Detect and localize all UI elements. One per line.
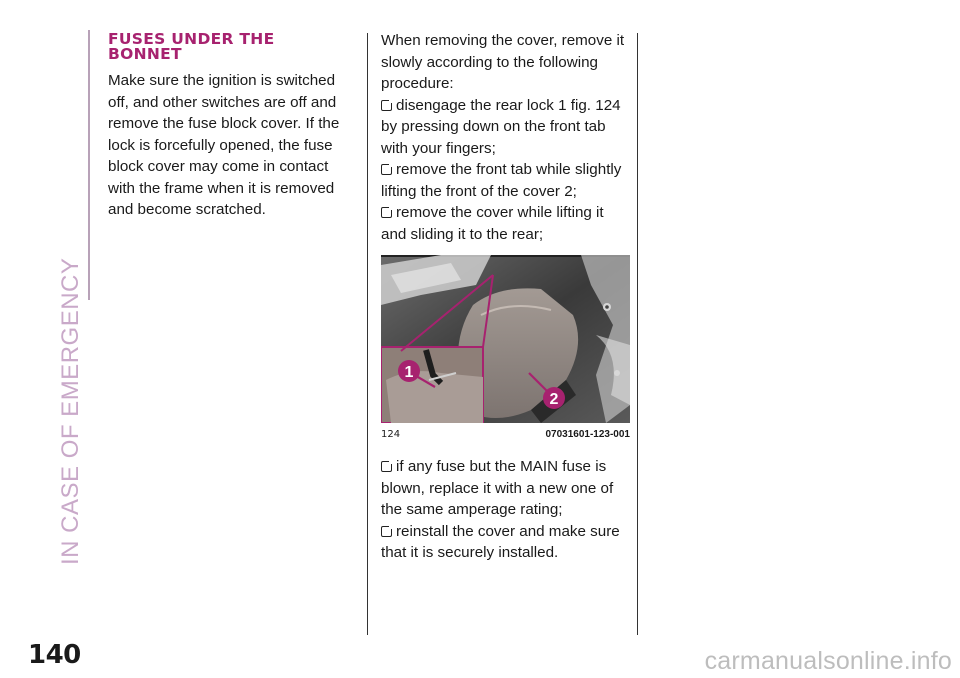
callout-1-label: 1 <box>404 364 414 381</box>
figure-fuse-box-photo <box>381 255 630 423</box>
page-number: 140 <box>28 640 81 670</box>
side-rule <box>88 30 90 300</box>
figure-caption <box>381 429 630 440</box>
fuse-box-illustration <box>381 255 630 423</box>
list-item: reinstall the cover and make sure that it is securely installed. <box>381 522 620 561</box>
list-item: remove the front tab while slightly lifting the front of the cover 2; <box>381 161 622 200</box>
column-divider <box>367 33 368 635</box>
list-item: disengage the rear lock 1 fig. 124 by pressing down on the front tab with your fingers; <box>381 96 621 157</box>
section-side-title: IN CASE OF EMERGENCY <box>57 257 84 565</box>
figure-number: 124 <box>381 429 401 440</box>
checkbox-bullet-icon <box>381 461 392 472</box>
right-column <box>381 30 629 564</box>
checkbox-bullet-icon <box>381 526 392 537</box>
checkbox-bullet-icon <box>381 164 392 175</box>
procedure-intro: When removing the cover, remove it slowly according to the following procedure: <box>381 32 625 92</box>
left-column <box>108 32 353 221</box>
callout-2-label: 2 <box>549 391 559 408</box>
list-item: if any fuse but the MAIN fuse is blown, replace it with a new one of the same amperage rating; <box>381 458 614 518</box>
watermark: carmanualsonline.info <box>704 647 952 675</box>
column-divider <box>637 33 638 635</box>
intro-paragraph: Make sure the ignition is switched off, and other switches are off and remove the fuse block cover. If the lock is forcefully opened, the fuse block cover may come in contact with the frame when it is removed and become scratched. <box>108 72 340 218</box>
checkbox-bullet-icon <box>381 207 392 218</box>
figure-code: 07031601-123-001 <box>545 429 630 440</box>
checkbox-bullet-icon <box>381 100 392 111</box>
list-item: remove the cover while lifting it and sliding it to the rear; <box>381 204 604 243</box>
section-heading: FUSES UNDER THE BONNET <box>108 30 275 63</box>
